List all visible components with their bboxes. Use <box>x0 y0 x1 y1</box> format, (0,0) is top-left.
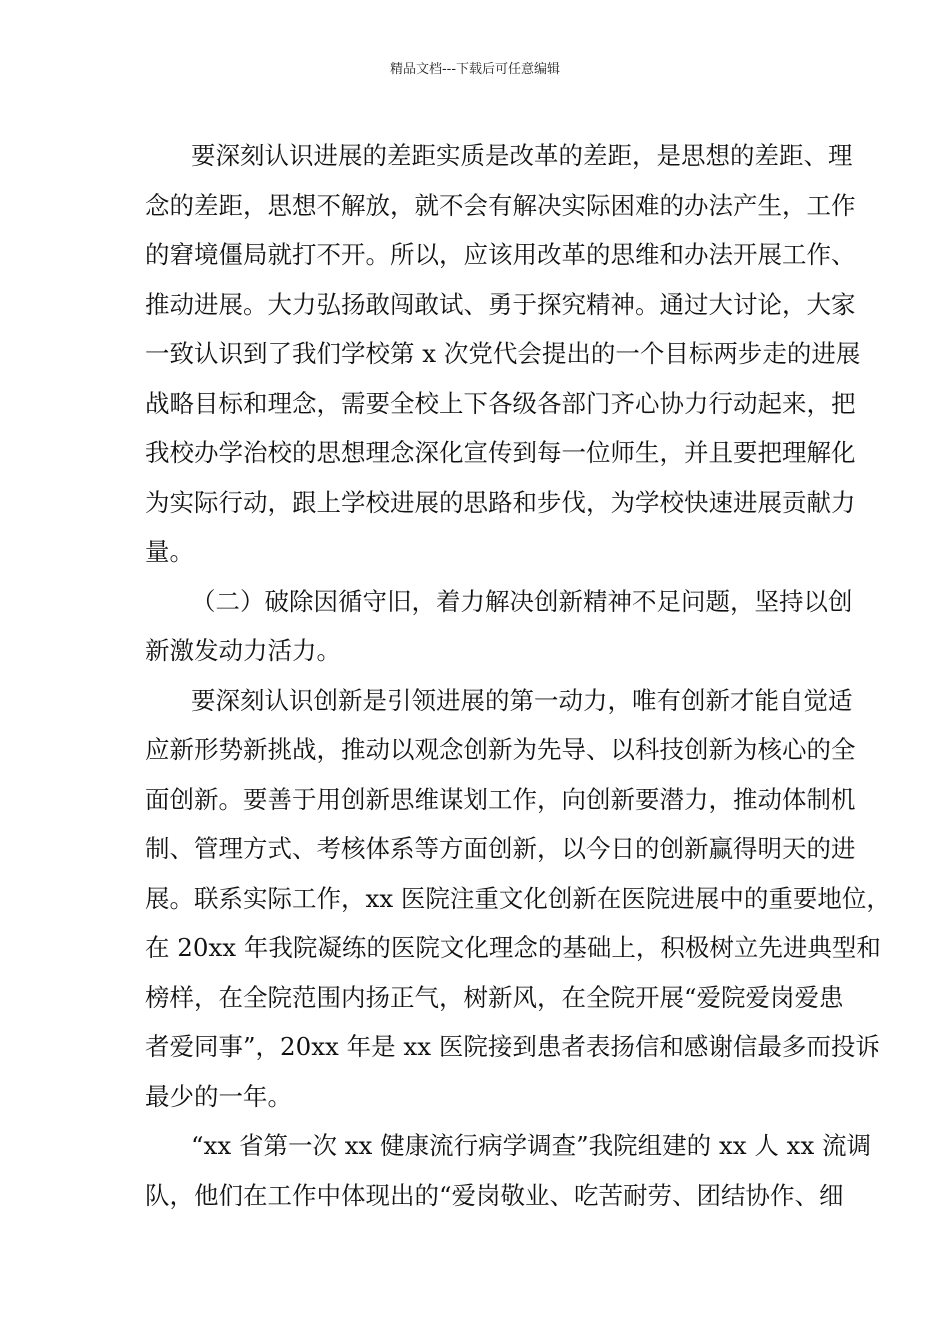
page-header: 精品文档---下载后可任意编辑 <box>389 62 561 77</box>
text-line: 者爱同事”，20xx 年是 xx 医院接到患者表扬信和感谢信最多而投诉 <box>145 1032 880 1061</box>
text-line: 应新形势新挑战，推动以观念创新为先导、以科技创新为核心的全 <box>145 735 856 764</box>
text-line: 战略目标和理念，需要全校上下各级各部门齐心协力行动起来，把 <box>145 388 856 418</box>
text-line: 要深刻认识进展的差距实质是改革的差距，是思想的差距、理 <box>191 141 853 170</box>
text-line: 队，他们在工作中体现出的“爱岗敬业、吃苦耐劳、团结协作、细 <box>145 1180 844 1210</box>
text-line: 要深刻认识创新是引领进展的第一动力，唯有创新才能自觉适 <box>191 685 853 715</box>
text-line: 制、管理方式、考核体系等方面创新，以今日的创新赢得明天的进 <box>145 834 856 863</box>
text-line: “xx 省第一次 xx 健康流行病学调查”我院组建的 xx 人 xx 流调 <box>191 1131 872 1160</box>
text-line: 榜样，在全院范围内扬正气，树新风，在全院开展“爱院爱岗爱患 <box>145 982 844 1012</box>
text-line: 面创新。要善于用创新思维谋划工作，向创新要潜力，推动体制机 <box>145 784 856 814</box>
paragraph-epidemiology-team <box>145 1121 872 1220</box>
text-line: 的窘境僵局就打不开。所以，应该用改革的思维和办法开展工作、 <box>145 240 856 269</box>
text-line: 量。 <box>145 537 194 566</box>
text-line: 我校办学治校的思想理念深化宣传到每一位师生，并且要把理解化 <box>145 438 856 467</box>
paragraph-innovation <box>145 676 891 1122</box>
text-line: 最少的一年。 <box>145 1081 292 1111</box>
paragraph-gap-reform <box>145 131 861 577</box>
text-line: 为实际行动，跟上学校进展的思路和步伐，为学校快速进展贡献力 <box>145 487 856 517</box>
document-body <box>145 131 891 1220</box>
text-line: （二）破除因循守旧，着力解决创新精神不足问题，坚持以创 <box>191 586 853 616</box>
text-line: 在 20xx 年我院凝练的医院文化理念的基础上，积极树立先进典型和 <box>145 933 881 962</box>
text-line: 念的差距，思想不解放，就不会有解决实际困难的办法产生，工作 <box>145 190 856 220</box>
text-line: 推动进展。大力弘扬敢闯敢试、勇于探究精神。通过大讨论，大家 <box>145 289 856 319</box>
text-line: 新激发动力活力。 <box>145 636 341 665</box>
text-line: 展。联系实际工作，xx 医院注重文化创新在医院进展中的重要地位， <box>145 883 891 913</box>
text-line: 一致认识到了我们学校第 x 次党代会提出的一个目标两步走的进展 <box>145 339 861 368</box>
section-heading-innovation <box>145 577 853 676</box>
